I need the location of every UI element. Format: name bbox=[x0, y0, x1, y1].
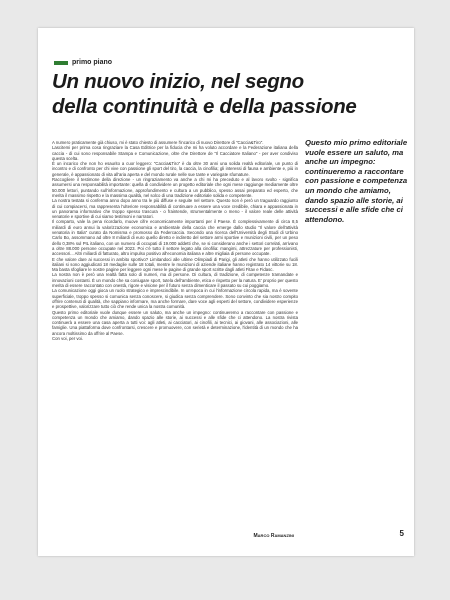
body-paragraph: Il comparto, vale la pena ricordarlo, muove cifre economicamente importanti per il Paese. È complessivamente di circa 8,5 miliardi di euro annui la valorizzazione economica e ambientale della caccia che emerge dallo studio "Il valore dell'attività venatoria in Italia" curato da Nomisma e promosso da Federcaccia. Secondo una ricerca dell'Università degli Studi di Urbino Carlo Bo, assommano ad oltre 8 miliardi di euro quello diretto e indiretto del settore armi sportive e munizioni civili, per un peso dello 0,38% sul PIL italiano, con un numero di occupati di 19.000 addetti che, se si considerano anche i settori correlati, arrivano a oltre 88.000 persone occupate nel 2023. Poi c'è tutto il settore legato alla cinofilia: mangimi, attrezzature per professionisti, accessori... Altri miliardi di fatturato, altro impulso positivo all'economia italiana e altre migliaia di persone occupate. bbox=[52, 219, 298, 257]
headline bbox=[52, 69, 404, 119]
body-paragraph: È un incarico che non ho esaurito a cuor leggero: "Caccia&Tiro" è da oltre 30 anni una solida realtà editoriale, un punto di incontro e di confronto per chi vive con passione gli sport del tiro, la caccia, la cinofilia; gli interessi di fauna e ambiente e, più in generale, è appassionato di vita all'aria aperta e del mondo rurale nelle sue tante e variegate sfumature. bbox=[52, 161, 298, 177]
headline-line-1: Un nuovo inizio, nel segno bbox=[52, 70, 304, 93]
body-paragraph: Lascitemi per prima cosa ringraziare la Casa Editrice per la fiducia che mi ha voluto accordare e la Federazione italiana della caccia - di cui sono responsabile Stampa e Comunicazione, oltre che Direttore de "Il Cacciatore Italiano" - per aver condiviso questa scelta. bbox=[52, 145, 298, 161]
section-label: primo piano bbox=[72, 59, 113, 66]
body-paragraph: Raccogliere il testimone della direzione - un ringraziamento va anche a chi mi ha preceduto e al lavoro svolto - significa assumersi una responsabilità importante: quella di condividere un progetto editoriale che ogni mese raggiunge mediamente oltre 50.000 lettori, puntando sull'informazione, approfondimento e cultura a un pubblico, spesso assai preparato ed esperto, che merita il massimo rispetto e la massima qualità, nel solco di una tradizione editoriale solida e competente. bbox=[52, 177, 298, 198]
author-signature: Marco Ramanzini bbox=[253, 533, 294, 539]
body-paragraph: La comunicazione oggi gioca un ruolo strategico e imprescindibile. In un'epoca in cui l'informazione circola rapida, ma è sovente superficiale, troppo spesso si comunica senza conoscere, si giudica senza comprendere. Sono convinto che sia nostro compito offrire contenuti di qualità, che sappiano informare, ma anche formare, dare voce agli esperti del settore, condividere esperienze e prospettive, valorizzare tutto ciò che rende unica la nostra comunità. bbox=[52, 288, 298, 310]
section-color-bar bbox=[54, 61, 68, 65]
page-number: 5 bbox=[399, 529, 404, 538]
section-header bbox=[54, 59, 112, 66]
article-body bbox=[52, 140, 298, 341]
body-paragraph: Con voi, per voi. bbox=[52, 335, 84, 341]
pull-quote: Questo mio primo editoriale vuole essere un saluto, ma anche un impegno: continueremo a raccontare con passione e competenza un mondo che amiamo, dando spazio alle storie, ai successi e alle sfide che ci attendono. bbox=[305, 138, 408, 224]
headline-line-2: della continuità e della passione bbox=[52, 95, 357, 118]
body-paragraph: La nostra non è però una realtà fatta solo di numeri, ma di persone. Di cultura, di tradizione, di competenze tramandate e innovazioni costanti. È un mondo che sa coniugare sport, tutela dell'ambiente, etica e rispetto per la natura. E' proprio per questo merita di essere raccontato con onestà, rigore e visione per il futuro senza dimenticare il passato su cui poggiamo. bbox=[52, 272, 298, 289]
body-paragraph: A numero praticamente già chiuso, mi è stato chiesto di assumere l'incarico di nuovo Direttore di "Caccia&Tiro". bbox=[52, 140, 264, 145]
body-paragraph: Questo primo editoriale vuole dunque essere un saluto, ma anche un impegno: continueremo a raccontare con passione e competenza un mondo che amiamo, dando spazio alle storie, ai successi e alle sfide che ci attendono. La nostra rivista continuerà a essere una casa aperta a tutti voi: agli atleti, ai cacciatori, ai cinofili, ai tecnici, ai giovani, alle associazioni, alle famiglie. Una piattaforma dove confrontarsi, crescere e promuovere, con serietà e determinazione, l'identità di un mondo che ha ancora moltissimo da offrire al Paese. bbox=[52, 309, 298, 336]
body-paragraph: La nostra testata si conferma anno dopo anno tra le più diffuse e seguite nel settore. Questo non è però un traguardo raggiunto di cui compiacersi, ma rappresenta l'ulteriore responsabilità di continuare a essere una voce credibile, chiara e appassionata in un panorama informativo che troppo spesso trascura - o fraintende, strumentalmente o meno - il valore reale delle attività venatorie e sportive di cui siamo testimoni e narratori. bbox=[52, 198, 298, 220]
body-paragraph: E che valore dare ai successi in ambito sportivo? Limitandoci alle ultime Olimpiadi di Parigi, gli atleti che hanno utilizzato fucili italiani si sono aggiudicati 18 medaglie sulle 18 totali, mentre le munizioni di aziende italiane hanno registrato 14 vittorie su 18. Ma basta sfogliare le nostre pagine per leggere ogni mese le pagine di grande sport scritte dagli atleti Fitav e Fidasc. bbox=[52, 256, 298, 273]
magazine-page bbox=[38, 28, 414, 556]
